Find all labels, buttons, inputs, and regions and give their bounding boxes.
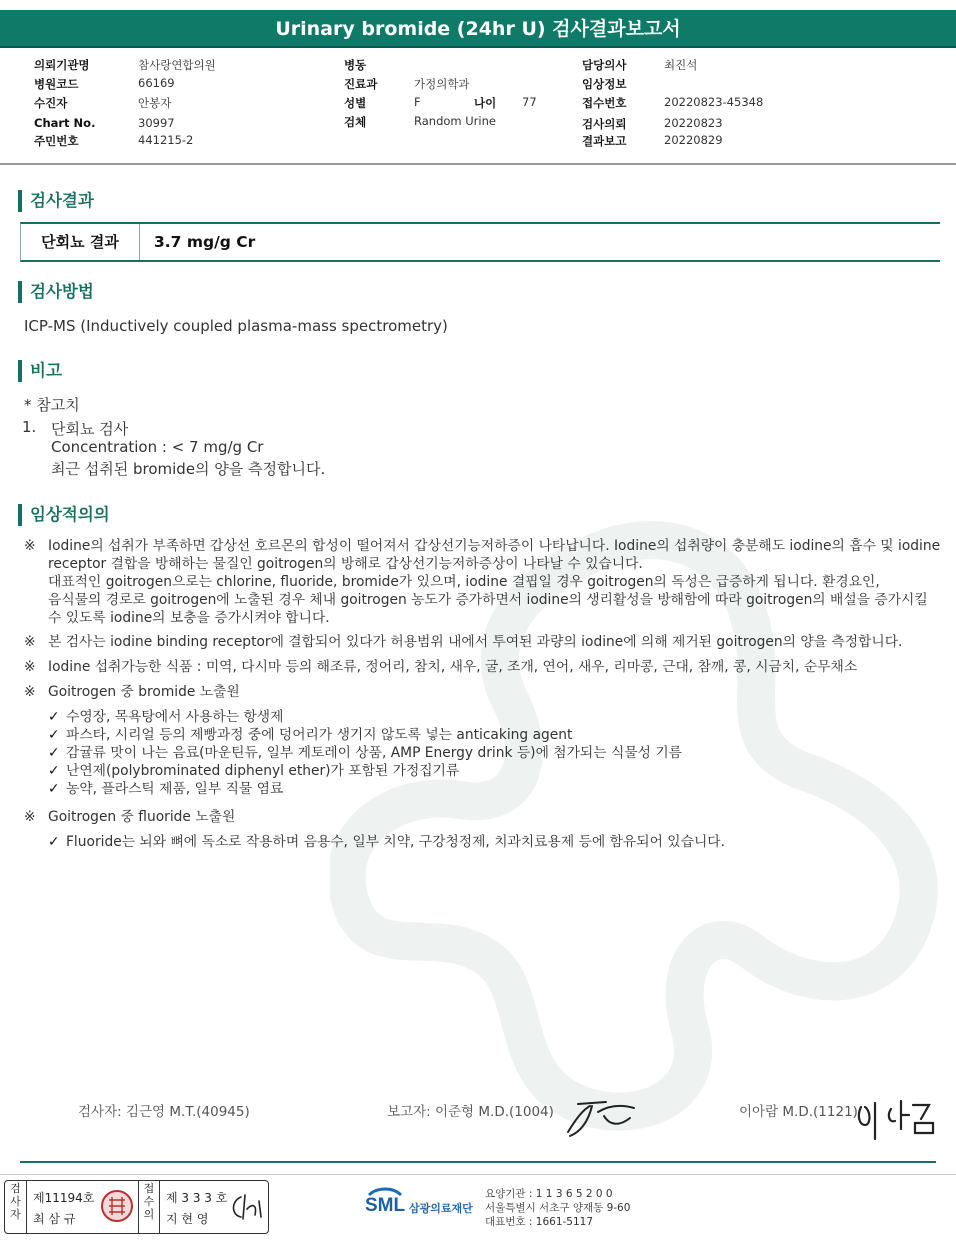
clinical-section-title: 임상적의의 (18, 504, 110, 526)
paragraph-line: 수 있도록 iodine의 보충을 증가시켜야 합니다. (48, 610, 330, 626)
result-label: 단회뇨 결과 (21, 224, 140, 260)
list-item-text: 파스타, 시리얼 등의 제빵과정 중에 덩어리가 생기지 않도록 넣는 anticaking agent (66, 727, 573, 743)
clinical-info-label: 임상정보 (582, 77, 627, 91)
check-icon: ✓ (48, 727, 60, 743)
paragraph-line: receptor 결합을 방해하는 물질인 goitrogen의 방해로 갑상선기능저하증상이 나타날 수 있습니다. (48, 556, 643, 572)
institution-label: 의뢰기관명 (34, 58, 90, 72)
org-code: 요양기관 : 1 1 3 6 5 2 0 0 (485, 1188, 613, 1200)
report-title-bar (0, 10, 956, 48)
sex-value: F (414, 95, 421, 109)
sex-label: 성별 (344, 96, 367, 110)
note-mark: ※ (24, 809, 36, 825)
note-mark: ※ (24, 684, 36, 700)
footer-thin-divider (0, 1174, 956, 1175)
org-phone: 대표번호 : 1661-5117 (485, 1216, 594, 1228)
footer-divider (20, 1161, 936, 1163)
check-icon: ✓ (48, 709, 60, 725)
tester-signature-label: 검사자: 김근영 M.T.(40945) (78, 1104, 250, 1120)
hospital-code-value: 66169 (138, 76, 175, 90)
institution-value: 참사랑연합의원 (138, 58, 216, 72)
specimen-value: Random Urine (414, 114, 496, 128)
patient-value: 안봉자 (138, 96, 172, 110)
reporter-signature-label: 보고자: 이준형 M.D.(1004) (387, 1104, 554, 1120)
paragraph-line: Iodine의 섭취가 부족하면 갑상선 호르몬의 합성이 떨어져서 갑상선기능저하증이 나타납니다. Iodine의 섭취량이 충분해도 iodine의 흡수 및 iodine (48, 538, 941, 554)
report-title: Urinary bromide (24hr U) 검사결과보고서 (275, 18, 681, 40)
doctor-value: 최진석 (664, 58, 698, 72)
paragraph-text: 본 검사는 iodine binding receptor에 결합되어 있다가 허용범위 내에서 투여된 과량의 iodine에 의해 제거된 goitrogen의 양을 측정합니다. (48, 634, 903, 650)
bromide-source-item (48, 744, 682, 762)
request-date-value: 20220823 (664, 116, 723, 130)
result-section-title: 검사결과 (18, 190, 94, 212)
receiver-reg-no: 제 3 3 3 호 (166, 1191, 228, 1205)
ward-label: 병동 (344, 58, 367, 72)
doctor2-signature-icon (855, 1095, 940, 1143)
patient-label: 수진자 (34, 96, 68, 110)
receiver-signature-icon (227, 1191, 265, 1223)
method-section-title: 검사방법 (18, 281, 94, 303)
check-icon: ✓ (48, 763, 60, 779)
remarks-section-title: 비고 (18, 360, 62, 382)
check-icon: ✓ (48, 834, 60, 850)
remark-item-number: 1. (22, 418, 37, 436)
remark-note: 최근 섭취된 bromide의 양을 측정합니다. (51, 460, 326, 478)
receiver-vertical-label: 접수의 (138, 1181, 160, 1233)
list-item-text: 농약, 플라스틱 제품, 일부 직물 염료 (66, 781, 284, 797)
list-item-text: Fluoride는 뇌와 뼈에 독소로 작용하며 음용수, 일부 치약, 구강청정제, 치과치료용제 등에 함유되어 있습니다. (66, 834, 725, 850)
paragraph-text: Iodine 섭취가능한 식품 : 미역, 다시마 등의 해조류, 정어리, 참치, 새우, 굴, 조개, 연어, 새우, 리마콩, 근대, 참깨, 콩, 시금치, 순무채소 (48, 659, 858, 675)
reporter-signature-icon (560, 1092, 640, 1142)
fluoride-source-item (48, 833, 725, 851)
sml-logo (365, 1185, 485, 1229)
check-icon: ✓ (48, 781, 60, 797)
paragraph-text: Goitrogen 중 fluoride 노출원 (48, 809, 236, 825)
specimen-label: 검체 (344, 115, 367, 129)
reference-heading: * 참고치 (24, 396, 80, 414)
receipt-no-label: 접수번호 (582, 96, 627, 110)
sml-logo-text: SML (365, 1195, 406, 1216)
doctor-label: 담당의사 (582, 58, 627, 72)
age-label: 나이 (474, 96, 497, 110)
note-mark: ※ (24, 659, 36, 675)
note-mark: ※ (24, 538, 36, 554)
check-icon: ✓ (48, 745, 60, 761)
patient-header (0, 55, 956, 165)
resident-no-label: 주민번호 (34, 134, 79, 148)
chart-no-value: 30997 (138, 116, 175, 130)
bromide-source-item (48, 762, 459, 780)
list-item-text: 감귤류 맛이 나는 음료(마운틴듀, 일부 게토레이 상품, AMP Energy drink 등)에 첨가되는 식물성 기름 (66, 745, 682, 761)
tester-reg-no: 제11194호 (33, 1191, 95, 1205)
paragraph-line: 대표적인 goitrogen으로는 chlorine, fluoride, bromide가 있으며, iodine 결핍일 경우 goitrogen의 독성은 급증하게 됩니다. 환경요인, (48, 574, 880, 590)
result-table (20, 222, 940, 262)
result-value: 3.7 mg/g Cr (154, 233, 256, 251)
paragraph-text: Goitrogen 중 bromide 노출원 (48, 684, 240, 700)
tester-name: 최 삼 규 (33, 1212, 76, 1226)
header-divider (0, 163, 956, 165)
tester-vertical-label: 검사자 (5, 1181, 27, 1233)
bromide-source-item (48, 726, 572, 744)
list-item-text: 수영장, 목욕탕에서 사용하는 항생제 (66, 709, 284, 725)
report-date-value: 20220829 (664, 133, 723, 147)
note-mark: ※ (24, 634, 36, 650)
hospital-code-label: 병원코드 (34, 77, 79, 91)
sml-logo-subtext: 삼광의료재단 (409, 1202, 473, 1215)
request-date-label: 검사의뢰 (582, 117, 627, 131)
remark-item-title: 단회뇨 검사 (51, 420, 129, 438)
license-stamp-box (4, 1180, 269, 1234)
paragraph-line: 음식물의 경로로 goitrogen에 노출된 경우 체내 goitrogen 농도가 증가하면서 iodine의 생리활성을 방해함에 따라 goitrogen의 배설을 증가시킬 (48, 592, 928, 608)
dept-value: 가정의학과 (414, 77, 470, 91)
receipt-no-value: 20220823-45348 (664, 95, 764, 109)
report-date-label: 결과보고 (582, 134, 627, 148)
seal-stamp-icon (100, 1189, 134, 1223)
org-address: 서울특별시 서초구 양재동 9-60 (485, 1202, 631, 1214)
chart-no-label: Chart No. (34, 116, 96, 130)
bromide-source-item (48, 780, 283, 798)
receiver-name: 지 현 영 (166, 1212, 209, 1226)
reference-concentration: Concentration : < 7 mg/g Cr (51, 438, 264, 456)
bromide-source-item (48, 708, 283, 726)
organization-info (485, 1187, 630, 1229)
method-text: ICP-MS (Inductively coupled plasma-mass spectrometry) (24, 317, 448, 335)
resident-no-value: 441215-2 (138, 133, 194, 147)
list-item-text: 난연제(polybrominated diphenyl ether)가 포함된 가정집기류 (66, 763, 460, 779)
age-value: 77 (522, 95, 537, 109)
doctor2-signature-label: 이아람 M.D.(1121) (739, 1104, 858, 1120)
dept-label: 진료과 (344, 77, 378, 91)
